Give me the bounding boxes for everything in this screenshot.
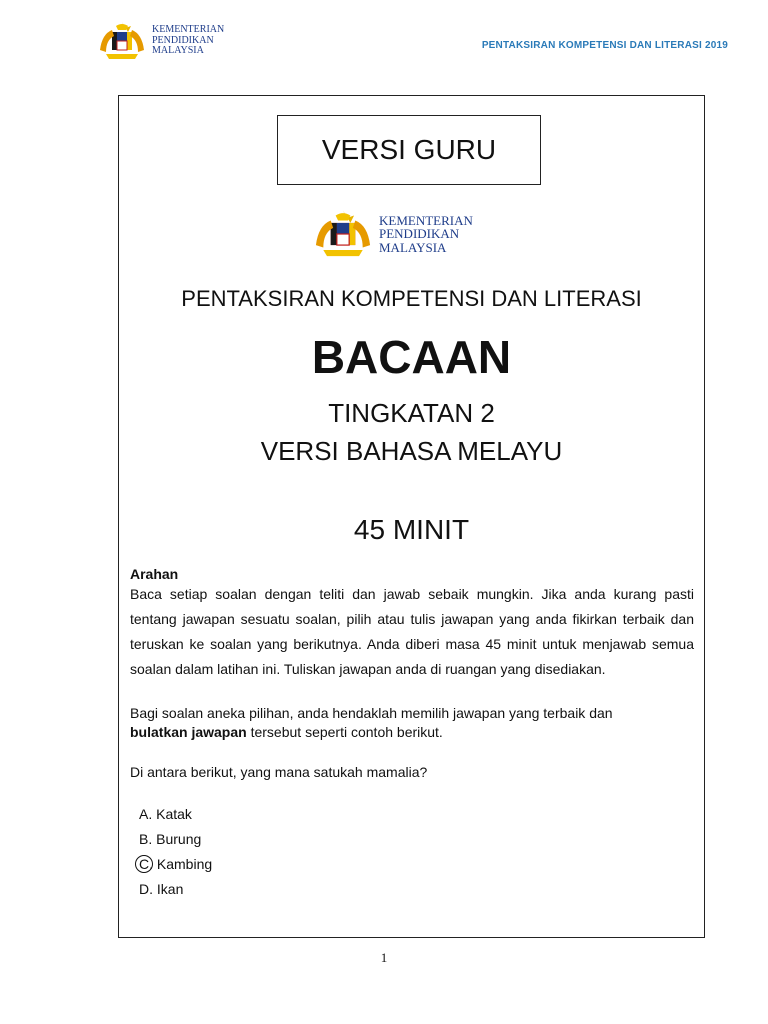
option-c (139, 852, 694, 877)
option-letter: A. (139, 806, 153, 822)
instructions-heading: Arahan (130, 566, 179, 582)
example-question: Di antara berikut, yang mana satukah mamalia? (130, 764, 428, 780)
page-number: 1 (380, 950, 388, 965)
example-options (130, 802, 694, 902)
header-ministry-logo (96, 20, 224, 62)
option-d (139, 877, 694, 902)
paragraph-2-tail: tersebut seperti contoh berikut. (246, 724, 443, 740)
ministry-line-3: MALAYSIA (379, 239, 447, 255)
level-title: TINGKATAN 2 (328, 398, 495, 428)
option-b (139, 827, 694, 852)
language-version: VERSI BAHASA MELAYU (260, 436, 563, 466)
option-text: Kambing (156, 856, 213, 872)
ministry-line-1: KEMENTERIAN (152, 24, 225, 36)
option-text: Burung (156, 831, 202, 847)
option-letter: D. (139, 881, 153, 897)
option-a (139, 802, 694, 827)
ministry-line-2: PENDIDIKAN (379, 226, 460, 242)
paragraph-2-text: Bagi soalan aneka pilihan, anda hendaklah memilih jawapan yang terbaik dan (130, 705, 613, 721)
ministry-line-3: MALAYSIA (152, 45, 204, 57)
coat-of-arms-icon (311, 208, 375, 260)
option-letter: C. (139, 856, 153, 872)
instructions-paragraph-2 (130, 704, 694, 742)
versi-guru-box: VERSI GURU (277, 115, 541, 185)
paragraph-2-bold: bulatkan jawapan (130, 724, 247, 740)
center-ministry-name (379, 214, 473, 255)
center-ministry-logo (311, 208, 473, 260)
header-ministry-name (152, 25, 224, 57)
ministry-line-2: PENDIDIKAN (152, 34, 214, 46)
coat-of-arms-icon (96, 20, 148, 62)
answer-circle-icon (135, 855, 153, 873)
option-text: Katak (156, 806, 192, 822)
assessment-title: PENTAKSIRAN KOMPETENSI DAN LITERASI (181, 286, 642, 311)
instructions (130, 566, 694, 902)
option-letter: B. (139, 831, 153, 847)
header-doc-title: PENTAKSIRAN KOMPETENSI DAN LITERASI 2019 (481, 40, 728, 51)
cover-frame (118, 95, 705, 938)
instructions-paragraph-1: Baca setiap soalan dengan teliti dan jawab sebaik mungkin. Jika anda kurang pasti tentang jawapan sesuatu soalan, pilih atau tulis jawapan yang anda fikirkan terbaik dan teruskan ke soalan yang berikutnya. Anda diberi masa 45 minit untuk menjawab semua soalan dalam latihan ini. Tuliskan jawapan anda di ruangan yang disediakan. (130, 586, 694, 677)
subject-title: BACAAN (311, 331, 512, 383)
duration: 45 MINIT (353, 514, 470, 545)
option-text: Ikan (156, 881, 184, 897)
ministry-line-1: KEMENTERIAN (379, 212, 473, 228)
